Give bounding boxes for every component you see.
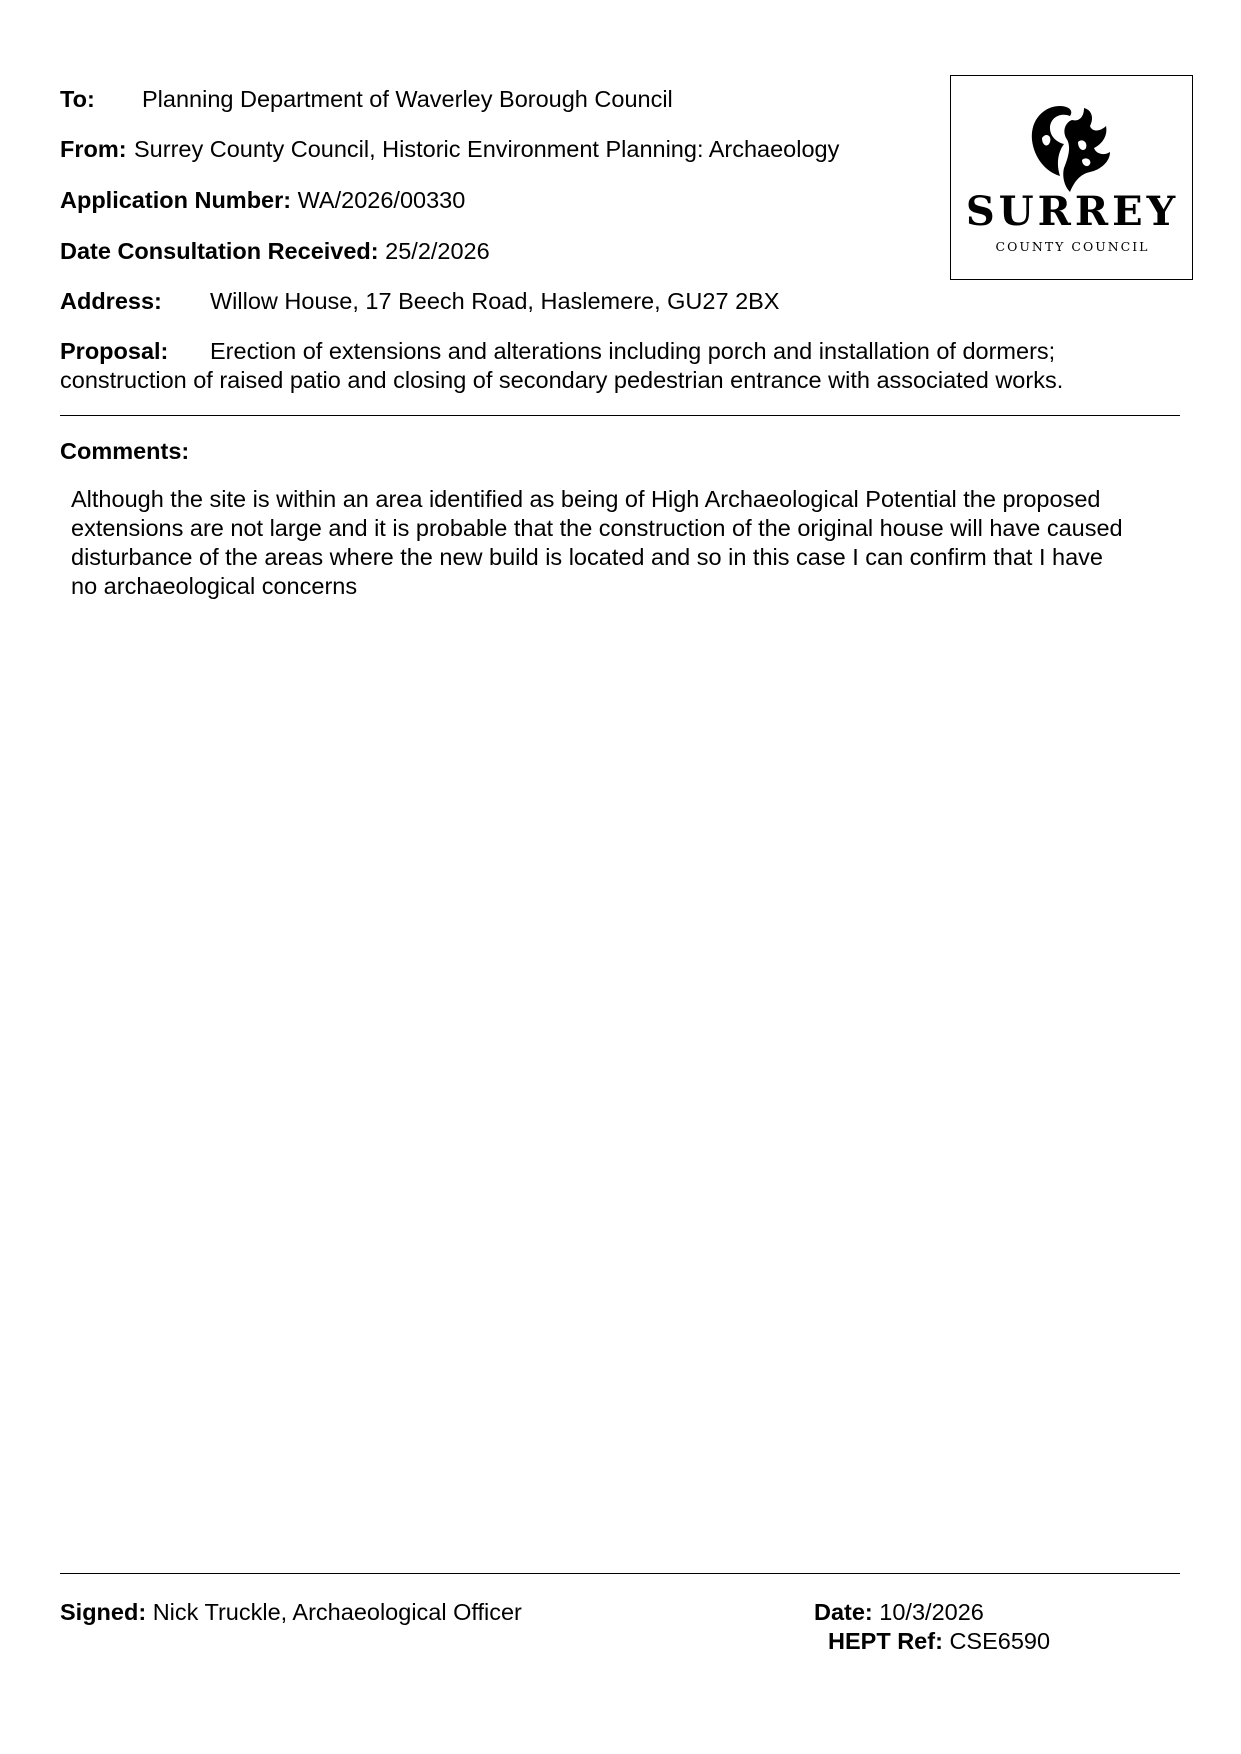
comments-line: no archaeological concerns (71, 573, 358, 599)
application-number-label: Application Number: (60, 187, 292, 213)
date-signed-label: Date: (814, 1599, 873, 1625)
date-signed-value: 10/3/2026 (879, 1599, 984, 1625)
date-received-row (60, 238, 490, 265)
signed-label: Signed: (60, 1599, 147, 1625)
to-value: Planning Department of Waverley Borough Council (142, 86, 673, 112)
date-received-label: Date Consultation Received: (60, 238, 379, 264)
application-number-row (60, 187, 465, 214)
comments-label: Comments: (60, 438, 190, 464)
date-received-value: 25/2/2026 (385, 238, 490, 264)
to-label: To: (60, 86, 95, 112)
proposal-line-2: construction of raised patio and closing of secondary pedestrian entrance with associated works. (60, 367, 1064, 393)
divider-bottom (60, 1573, 1180, 1574)
application-number-value: WA/2026/00330 (297, 187, 466, 213)
address-value: Willow House, 17 Beech Road, Haslemere, GU27 2BX (210, 288, 780, 314)
hept-ref-row (828, 1628, 1050, 1655)
logo-wordmark: SURREY (965, 188, 1180, 235)
date-signed-row (814, 1599, 984, 1626)
logo-subtitle: COUNTY COUNCIL (995, 239, 1150, 254)
from-value: Surrey County Council, Historic Environment Planning: Archaeology (134, 136, 840, 162)
from-label: From: (60, 136, 127, 162)
signed-value: Nick Truckle, Archaeological Officer (152, 1599, 522, 1625)
oak-leaf-icon (1020, 102, 1120, 194)
signed-row (60, 1599, 522, 1626)
surrey-logo (950, 75, 1193, 280)
hept-ref-value: CSE6590 (949, 1628, 1051, 1654)
comments-line: Although the site is within an area identified as being of High Archaeological Potential the proposed (71, 486, 1101, 512)
hept-ref-label: HEPT Ref: (828, 1628, 943, 1654)
comments-body (71, 485, 1201, 601)
proposal-line-1: Erection of extensions and alterations including porch and installation of dormers; (210, 338, 1056, 364)
address-label: Address: (60, 288, 162, 314)
comments-line: extensions are not large and it is probable that the construction of the original house will have caused (71, 515, 1123, 541)
proposal-label: Proposal: (60, 338, 169, 364)
divider-top (60, 415, 1180, 416)
comments-line: disturbance of the areas where the new build is located and so in this case I can confirm that I have (71, 544, 1103, 570)
